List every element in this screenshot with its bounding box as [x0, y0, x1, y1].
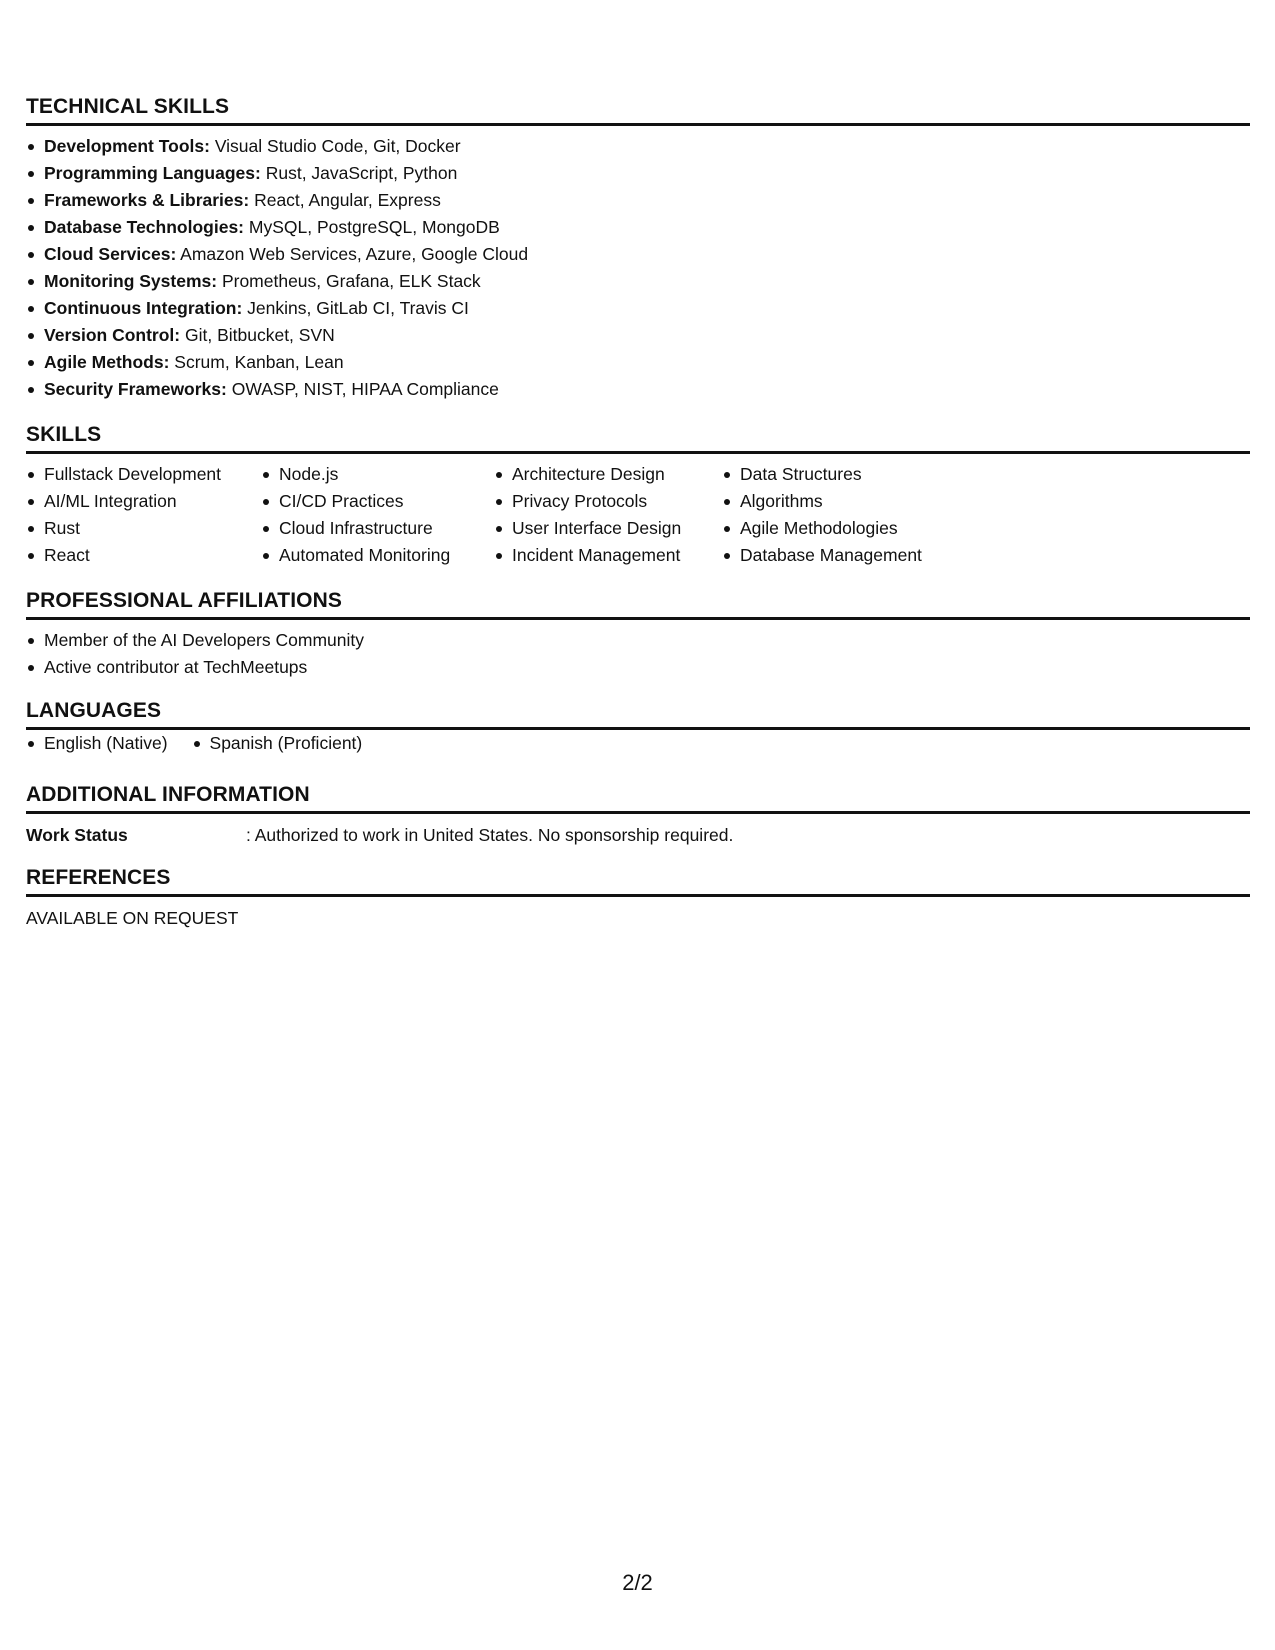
languages-section — [26, 699, 1250, 757]
list-item: Architecture Design — [494, 461, 722, 488]
list-item: Member of the AI Developers Community — [26, 627, 1250, 654]
skill-category-value: Prometheus, Grafana, ELK Stack — [217, 271, 481, 291]
technical-skills-section — [26, 95, 1250, 403]
additional-information-section — [26, 783, 1250, 849]
page-number: 2/2 — [622, 1570, 653, 1595]
list-item — [26, 133, 1250, 160]
list-item: Data Structures — [722, 461, 982, 488]
skill-category-value: OWASP, NIST, HIPAA Compliance — [226, 379, 499, 399]
professional-affiliations-heading: PROFESSIONAL AFFILIATIONS — [26, 589, 1250, 620]
list-item: AI/ML Integration — [26, 488, 261, 515]
skill-category-label: Agile Methods: — [44, 352, 170, 372]
languages-list — [26, 730, 1250, 757]
list-item — [26, 349, 1250, 376]
list-item: Cloud Infrastructure — [261, 515, 494, 542]
languages-heading: LANGUAGES — [26, 699, 1250, 730]
work-status-row — [26, 822, 1250, 849]
skills-grid — [26, 461, 1250, 569]
list-item: Automated Monitoring — [261, 542, 494, 569]
list-item: Node.js — [261, 461, 494, 488]
work-status-label: Work Status — [26, 825, 128, 845]
skill-category-value: Scrum, Kanban, Lean — [169, 352, 344, 372]
list-item — [26, 268, 1250, 295]
work-status-value: : Authorized to work in United States. No sponsorship required. — [246, 825, 734, 845]
list-item — [26, 241, 1250, 268]
skill-category-value: Visual Studio Code, Git, Docker — [209, 136, 461, 156]
list-item — [26, 376, 1250, 403]
list-item — [26, 214, 1250, 241]
affiliations-list — [26, 627, 1250, 681]
references-heading: REFERENCES — [26, 866, 1250, 897]
list-item — [26, 160, 1250, 187]
technical-skills-heading: TECHNICAL SKILLS — [26, 95, 1250, 126]
skills-column-1 — [26, 461, 261, 569]
list-item: User Interface Design — [494, 515, 722, 542]
skills-section — [26, 423, 1250, 569]
list-item: React — [26, 542, 261, 569]
list-item: CI/CD Practices — [261, 488, 494, 515]
professional-affiliations-section — [26, 589, 1250, 681]
list-item — [26, 322, 1250, 349]
list-item — [26, 187, 1250, 214]
list-item: Algorithms — [722, 488, 982, 515]
list-item: Spanish (Proficient) — [192, 730, 363, 757]
skill-category-label: Cloud Services: — [44, 244, 177, 264]
skill-category-value: Jenkins, GitLab CI, Travis CI — [242, 298, 469, 318]
list-item: Rust — [26, 515, 261, 542]
list-item: Incident Management — [494, 542, 722, 569]
list-item: Privacy Protocols — [494, 488, 722, 515]
skill-category-label: Monitoring Systems: — [44, 271, 218, 291]
skills-heading: SKILLS — [26, 423, 1250, 454]
additional-information-heading: ADDITIONAL INFORMATION — [26, 783, 1250, 814]
list-item: Database Management — [722, 542, 982, 569]
skill-category-value: React, Angular, Express — [249, 190, 441, 210]
list-item: Fullstack Development — [26, 461, 261, 488]
skill-category-value: Git, Bitbucket, SVN — [180, 325, 335, 345]
skill-category-label: Database Technologies: — [44, 217, 245, 237]
skill-category-label: Frameworks & Libraries: — [44, 190, 250, 210]
skills-column-4 — [722, 461, 982, 569]
list-item — [26, 295, 1250, 322]
skill-category-value: Rust, JavaScript, Python — [260, 163, 458, 183]
list-item: Active contributor at TechMeetups — [26, 654, 1250, 681]
skill-category-value: MySQL, PostgreSQL, MongoDB — [244, 217, 500, 237]
skill-category-label: Continuous Integration: — [44, 298, 243, 318]
technical-skills-list — [26, 133, 1250, 403]
skills-column-3 — [494, 461, 722, 569]
list-item: English (Native) — [26, 730, 168, 757]
list-item: Agile Methodologies — [722, 515, 982, 542]
references-section — [26, 866, 1250, 932]
skill-category-label: Programming Languages: — [44, 163, 261, 183]
skill-category-label: Security Frameworks: — [44, 379, 227, 399]
skill-category-label: Development Tools: — [44, 136, 210, 156]
skill-category-label: Version Control: — [44, 325, 181, 345]
references-text: AVAILABLE ON REQUEST — [26, 908, 239, 928]
skill-category-value: Amazon Web Services, Azure, Google Cloud — [176, 244, 529, 264]
skills-column-2 — [261, 461, 494, 569]
